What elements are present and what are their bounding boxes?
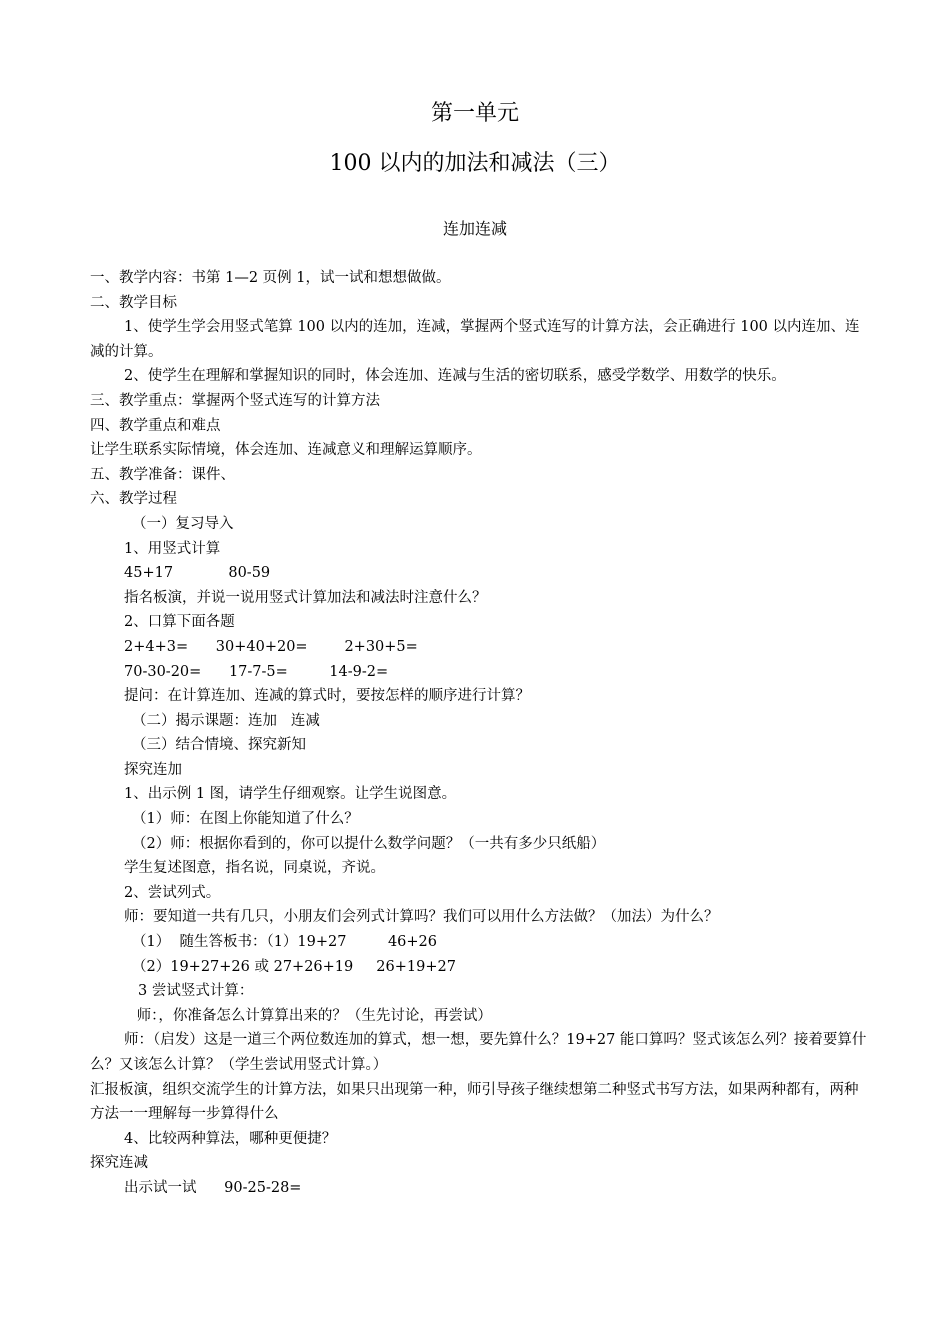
text-line: 2、使学生在理解和掌握知识的同时，体会连加、连减与生活的密切联系，感受学数学、用数学的快乐。 bbox=[124, 368, 786, 385]
text-line: 六、教学过程 bbox=[90, 491, 177, 508]
text-line: 3 尝试竖式计算： bbox=[138, 983, 254, 1000]
text-line: 三、教学重点：掌握两个竖式连写的计算方法 bbox=[90, 392, 380, 409]
text-line: （二）揭示课题：连加 连减 bbox=[132, 712, 320, 729]
text-line: 出示试一试 90-25-28= bbox=[124, 1179, 302, 1196]
text-line: 师：，你准备怎么计算算出来的？（生先讨论，再尝试） bbox=[132, 1007, 492, 1024]
chapter-title: 100 以内的加法和减法（三） bbox=[329, 151, 621, 176]
text-line: 学生复述图意，指名说，同桌说，齐说。 bbox=[124, 860, 385, 877]
lesson-body bbox=[90, 266, 870, 1201]
text-line: （三）结合情境、探究新知 bbox=[132, 737, 306, 754]
text-line: 探究连减 bbox=[90, 1155, 148, 1172]
text-line: 四、教学重点和难点 bbox=[90, 417, 221, 434]
text-line: 1、使学生学会用竖式笔算 100 以内的连加，连减，掌握两个竖式连写的计算方法，会正确进行 100 以内连加、连减的计算。 bbox=[90, 319, 860, 360]
text-line: 2、口算下面各题 bbox=[124, 614, 235, 631]
text-line: 二、教学目标 bbox=[90, 294, 177, 311]
text-line: 1、出示例 1 图，请学生仔细观察。让学生说图意。 bbox=[124, 786, 457, 803]
text-line: 汇报板演，组织交流学生的计算方法，如果只出现第一种，师引导孩子继续想第二种竖式书写方法，如果两种都有，两种方法一一理解每一步算得什么 bbox=[90, 1081, 859, 1123]
text-line: （1）师：在图上你能知道了什么？ bbox=[132, 811, 359, 828]
text-line: 提问：在计算连加、连减的算式时，要按怎样的顺序进行计算？ bbox=[124, 688, 530, 705]
text-line: 45+17 80-59 bbox=[124, 565, 271, 582]
section-title: 连加连减 bbox=[442, 219, 507, 238]
text-line: （2）19+27+26 或 27+26+19 26+19+27 bbox=[132, 958, 456, 975]
text-line: 一、教学内容：书第 1—2 页例 1，试一试和想想做做。 bbox=[90, 270, 451, 286]
text-line: 2+4+3= 30+40+20= 2+30+5= bbox=[124, 638, 418, 655]
text-line: 指名板演，并说一说用竖式计算加法和减法时注意什么？ bbox=[124, 589, 487, 606]
text-line: 2、尝试列式。 bbox=[124, 884, 221, 901]
text-line: （1） 随生答板书：（1）19+27 46+26 bbox=[132, 934, 438, 951]
text-line: 1、用竖式计算 bbox=[124, 540, 221, 557]
text-line: 探究连加 bbox=[124, 761, 182, 778]
unit-title: 第一单元 bbox=[430, 101, 519, 126]
text-line: 4、比较两种算法，哪种更便捷？ bbox=[124, 1130, 337, 1147]
text-line: 师：（启发）这是一道三个两位数连加的算式，想一想，要先算什么？19+27 能口算吗？竖式该怎么列？接着要算什么？又该怎么计算？（学生尝试用竖式计算。） bbox=[90, 1032, 867, 1073]
text-line: 70-30-20= 17-7-5= 14-9-2= bbox=[124, 663, 389, 680]
text-line: 五、教学准备：课件、 bbox=[90, 466, 235, 483]
text-line: 师：要知道一共有几只，小朋友们会列式计算吗？我们可以用什么方法做？（加法）为什么？ bbox=[124, 909, 719, 926]
text-line: 让学生联系实际情境，体会连加、连减意义和理解运算顺序。 bbox=[90, 442, 482, 459]
text-line: （一）复习导入 bbox=[132, 515, 234, 532]
text-line: （2）师：根据你看到的，你可以提什么数学问题？（一共有多少只纸船） bbox=[132, 835, 606, 852]
